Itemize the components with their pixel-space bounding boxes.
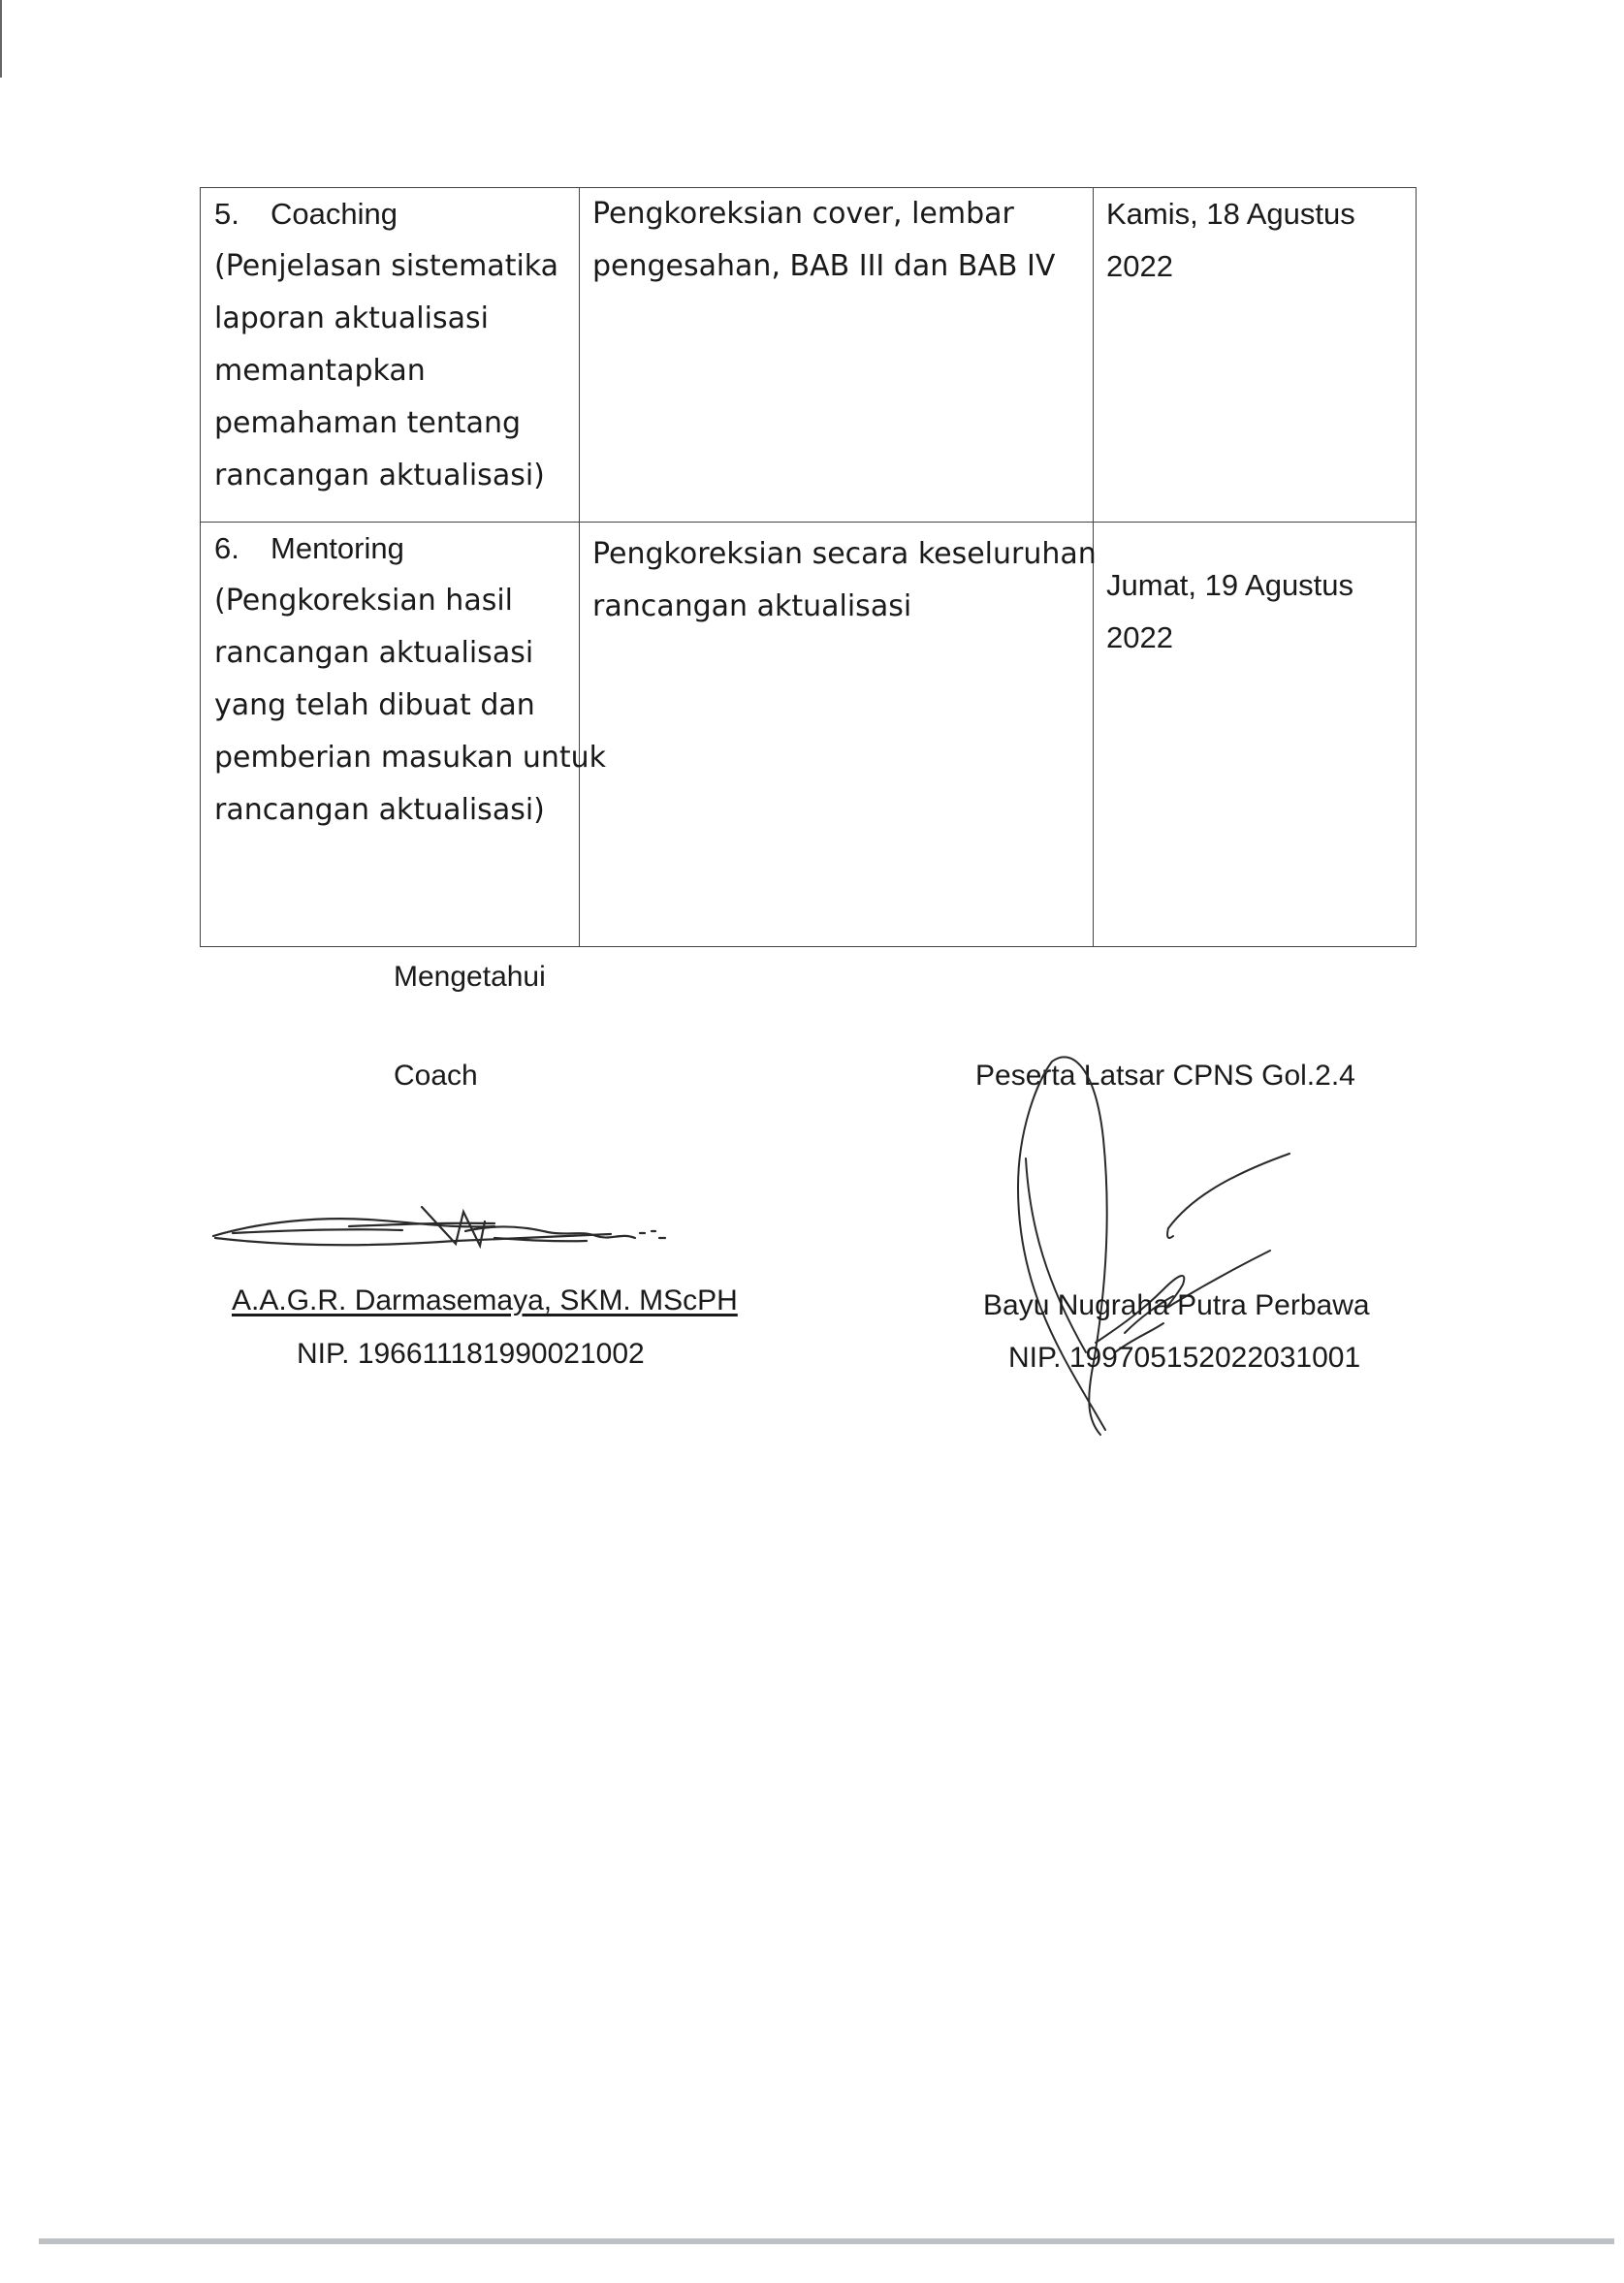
participant-nip: NIP. 199705152022031001 <box>1008 1342 1361 1374</box>
activity-cell <box>201 523 607 947</box>
activity-desc-line: (Penjelasan sistematika <box>214 249 559 283</box>
coach-role-label: Coach <box>394 1060 478 1092</box>
scan-edge <box>39 2238 1614 2244</box>
activity-cell <box>201 188 580 523</box>
result-cell <box>580 188 1094 523</box>
activity-desc-line: pemberian masukan untuk <box>214 741 607 775</box>
result-line: pengesahan, BAB III dan BAB IV <box>592 249 1056 283</box>
activity-desc-line: rancangan aktualisasi <box>214 636 534 670</box>
date-line: Jumat, 19 Agustus <box>1106 568 1354 602</box>
activity-table <box>200 187 1417 947</box>
activity-number: 5. <box>214 197 239 231</box>
date-line: 2022 <box>1106 249 1173 283</box>
activity-desc-line: laporan aktualisasi <box>214 301 489 335</box>
page-edge <box>0 0 2 78</box>
date-cell <box>1094 188 1417 523</box>
activity-desc-line: memantapkan <box>214 354 426 388</box>
coach-signature <box>204 1188 708 1270</box>
result-line: Pengkoreksian cover, lembar <box>592 197 1014 231</box>
activity-desc-line: yang telah dibuat dan <box>214 688 535 722</box>
date-cell <box>1094 523 1417 947</box>
participant-role-label: Peserta Latsar CPNS Gol.2.4 <box>975 1060 1355 1092</box>
participant-name: Bayu Nugraha Putra Perbawa <box>983 1289 1370 1321</box>
result-line: Pengkoreksian secara keseluruhan <box>592 537 1097 571</box>
activity-desc-line: rancangan aktualisasi) <box>214 793 545 827</box>
activity-title: Mentoring <box>271 531 404 565</box>
activity-desc-line: pemahaman tentang <box>214 406 522 440</box>
coach-nip: NIP. 196611181990021002 <box>297 1338 645 1370</box>
coach-name: A.A.G.R. Darmasemaya, SKM. MScPH <box>232 1284 738 1316</box>
activity-desc-line: rancangan aktualisasi) <box>214 459 545 492</box>
table-row <box>201 188 1417 523</box>
date-line: Kamis, 18 Agustus <box>1106 197 1355 231</box>
date-line: 2022 <box>1106 620 1173 654</box>
result-cell <box>580 523 1097 947</box>
result-line: rancangan aktualisasi <box>592 589 912 623</box>
table-row <box>201 523 1417 947</box>
activity-title: Coaching <box>271 197 398 231</box>
participant-signature <box>979 1042 1309 1440</box>
activity-desc-line: (Pengkoreksian hasil <box>214 584 513 618</box>
activity-number: 6. <box>214 531 239 565</box>
acknowledged-label: Mengetahui <box>394 961 546 993</box>
